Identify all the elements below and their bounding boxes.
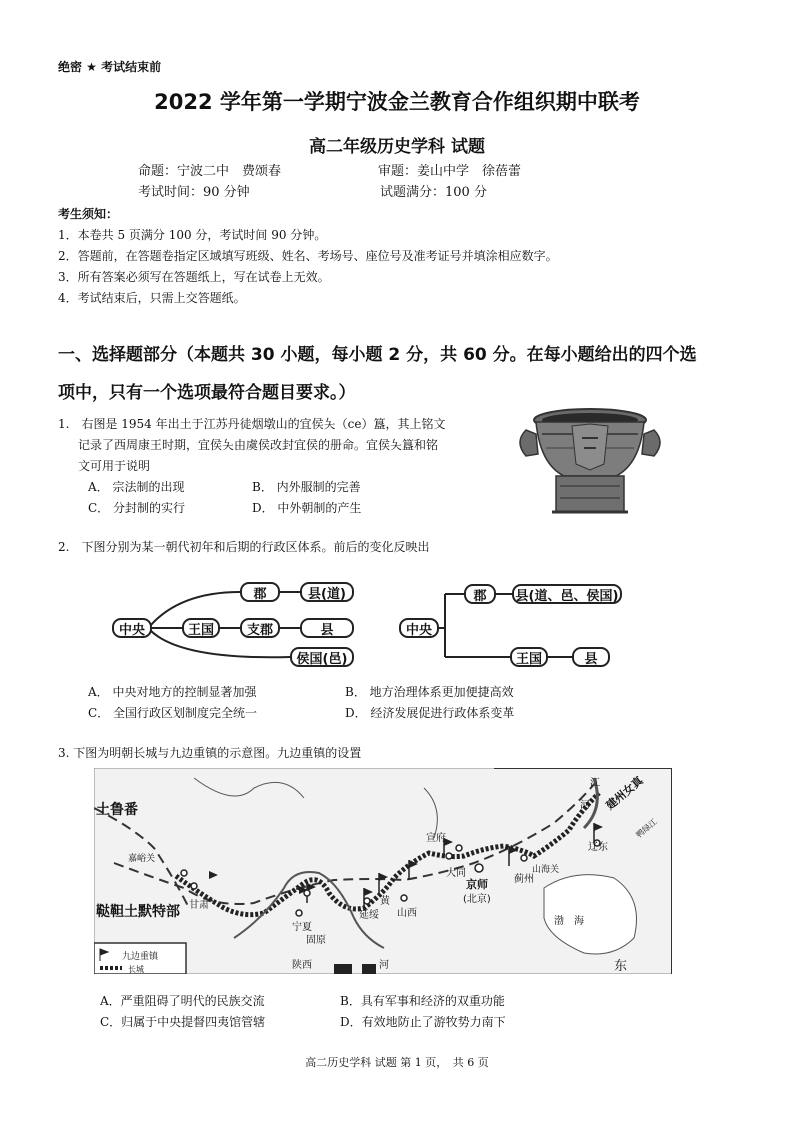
q1-option-b[interactable]: B． 内外服制的完善 xyxy=(252,480,361,494)
bronze-gui-image xyxy=(512,404,668,520)
map-label: 河 xyxy=(379,960,389,971)
left-center-box: 中央 xyxy=(112,618,152,638)
map-label: 黄 xyxy=(380,896,390,907)
exam-time: 考试时间：90 分钟 xyxy=(138,185,250,200)
q3-option-d[interactable]: D．有效地防止了游牧势力南下 xyxy=(340,1015,506,1029)
left-zhijun-box: 支郡 xyxy=(240,618,280,638)
q3-option-c[interactable]: C．归属于中央提督四夷馆管辖 xyxy=(100,1015,266,1029)
page-footer: 高二历史学科 试题 第 1 页， 共 6 页 xyxy=(305,1056,489,1069)
map-label: 甘肃 xyxy=(189,900,209,911)
left-xian-dao-box: 县(道) xyxy=(300,582,354,602)
right-center-box: 中央 xyxy=(399,618,439,638)
map-label: 陕西 xyxy=(292,960,312,971)
notice-item: 4．考试结束后，只需上交答题纸。 xyxy=(58,291,246,305)
q2-option-a[interactable]: A． 中央对地方的控制显著加强 xyxy=(88,685,257,699)
exam-subtitle: 高二年级历史学科 试题 xyxy=(309,137,485,157)
left-xian-box: 县 xyxy=(300,618,354,638)
map-label: (北京) xyxy=(463,894,491,905)
q2-option-c[interactable]: C． 全国行政区划制度完全统一 xyxy=(88,706,257,720)
map-label: 建州女真 xyxy=(603,774,646,813)
left-wangguo-box: 王国 xyxy=(182,618,220,638)
ming-great-wall-map xyxy=(94,768,672,974)
q3-stem: 3. 下图为明朝长城与九边重镇的示意图。九边重镇的设置 xyxy=(58,746,362,760)
q2-option-d[interactable]: D． 经济发展促进行政体系变革 xyxy=(345,706,515,720)
full-score: 试题满分：100 分 xyxy=(380,185,487,200)
right-xian-multi-box: 县(道、邑、侯国) xyxy=(512,584,622,604)
map-label: 鸭绿江 xyxy=(634,817,659,840)
notice-item: 3．所有答案必须写在答题纸上，写在试卷上无效。 xyxy=(58,270,330,284)
left-jun-box: 郡 xyxy=(240,582,280,602)
map-label: 宁夏 xyxy=(292,922,312,933)
q1-stem-line: 1. 右图是 1954 年出土于江苏丹徒烟墩山的宜侯夨（ce）簋，其上铭文 xyxy=(58,417,446,431)
section-heading-line2: 项中，只有一个选项最符合题目要求。） xyxy=(58,383,356,403)
q2-option-b[interactable]: B． 地方治理体系更加便捷高效 xyxy=(345,685,514,699)
setter-info: 命题：宁波二中 费颂春 xyxy=(138,164,282,179)
map-legend-label: 九边重镇 xyxy=(122,952,159,962)
right-wangguo-box: 王国 xyxy=(510,647,548,667)
q3-option-a[interactable]: A．严重阻碍了明代的民族交流 xyxy=(100,994,265,1008)
q1-stem-line: 文可用于说明 xyxy=(78,459,151,473)
map-label: 延绥 xyxy=(359,910,379,921)
map-label: 大同 xyxy=(446,868,466,879)
notice-item: 1．本卷共 5 页满分 100 分，考试时间 90 分钟。 xyxy=(58,228,327,242)
q1-stem-line: 记录了西周康王时期，宜侯夨由虞侯改封宜侯的册命。宜侯夨簋和铭 xyxy=(78,438,439,452)
left-houguo-box: 侯国(邑) xyxy=(290,647,354,667)
notice-heading: 考生须知： xyxy=(58,207,119,221)
section-heading-line1: 一、选择题部分（本题共 30 小题，每小题 2 分，共 60 分。在每小题给出的四个选 xyxy=(58,345,697,365)
map-legend-label: 长城 xyxy=(128,965,144,974)
reviewer-info: 审题：姜山中学 徐蓓蕾 xyxy=(378,164,522,179)
map-label: 京师 xyxy=(466,878,488,891)
map-label: 宣府 xyxy=(426,833,446,844)
right-xian-box: 县 xyxy=(572,647,610,667)
map-label: 嘉峪关 xyxy=(128,854,156,864)
right-jun-box: 郡 xyxy=(464,584,496,604)
map-label: 江 xyxy=(590,778,600,789)
q2-stem: 2. 下图分别为某一朝代初年和后期的行政区体系。前后的变化反映出 xyxy=(58,540,430,554)
notice-item: 2．答题前，在答题卷指定区域填写班级、姓名、考场号、座位号及准考证号并填涂相应数字。 xyxy=(58,249,558,263)
map-label: 辽东 xyxy=(588,842,608,853)
exam-title: 2022 学年第一学期宁波金兰教育合作组织期中联考 xyxy=(154,90,640,114)
map-label: 鞑靼土默特部 xyxy=(96,904,180,920)
map-label: 东 xyxy=(614,959,628,974)
confidential-label: 绝密 ★ 考试结束前 xyxy=(58,60,162,74)
q3-option-b[interactable]: B．具有军事和经济的双重功能 xyxy=(340,994,505,1008)
q1-option-d[interactable]: D． 中外朝制的产生 xyxy=(252,501,362,515)
q1-option-c[interactable]: C． 分封制的实行 xyxy=(88,501,185,515)
map-label: 土鲁番 xyxy=(96,802,138,818)
map-label: 蓟州 xyxy=(514,874,534,885)
q1-option-a[interactable]: A． 宗法制的出现 xyxy=(88,480,185,494)
map-label: 山海关 xyxy=(532,865,560,875)
map-label: 渤 海 xyxy=(554,916,584,927)
map-label: 山西 xyxy=(397,908,417,919)
map-label: 河 xyxy=(580,800,590,811)
map-label: 固原 xyxy=(306,935,326,946)
